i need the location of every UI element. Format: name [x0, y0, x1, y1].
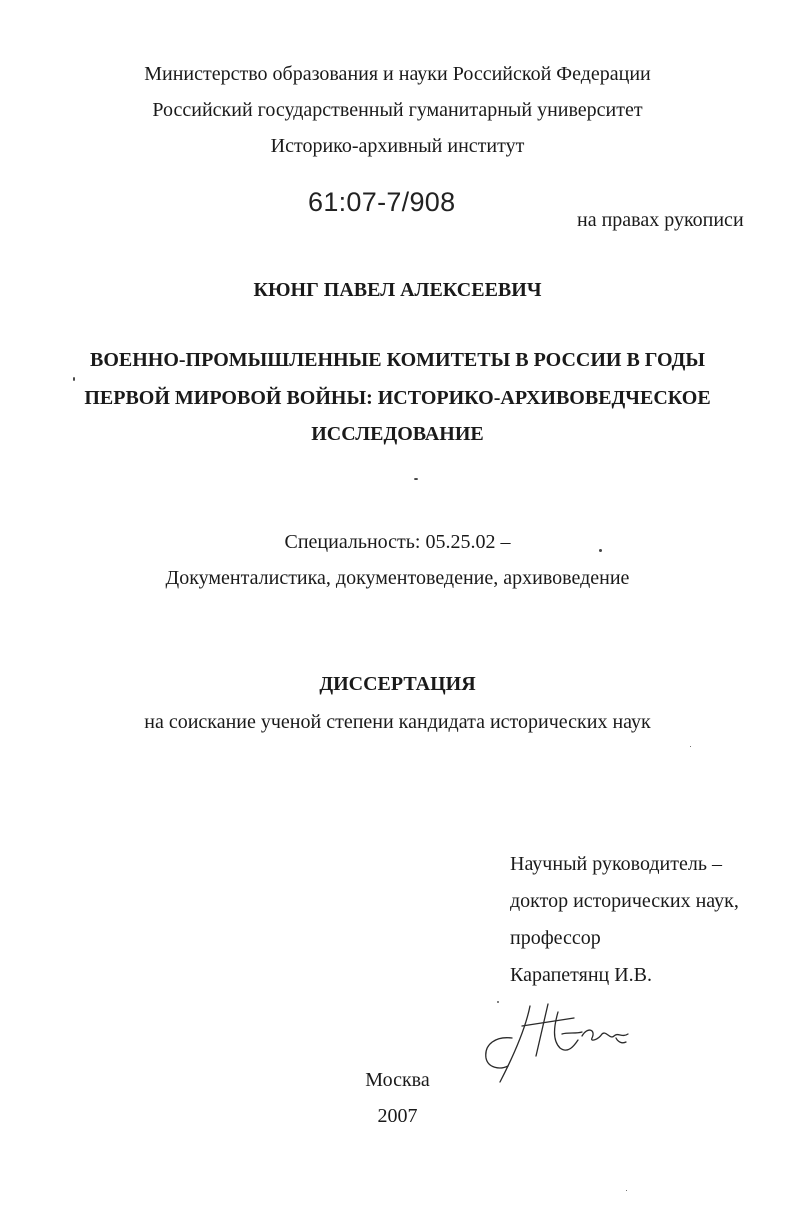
scan-speck — [626, 1190, 627, 1191]
institute-name: Историко-архивный институт — [270, 135, 525, 157]
title-line-2: ПЕРВОЙ МИРОВОЙ ВОЙНЫ: ИСТОРИКО-АРХИВОВЕДЧЕСКОЕ — [84, 387, 711, 409]
title-line-3: ИССЛЕДОВАНИЕ — [311, 423, 484, 445]
year: 2007 — [377, 1105, 418, 1127]
work-type-heading: ДИССЕРТАЦИЯ — [319, 673, 476, 695]
ministry-name: Министерство образования и науки Российской Федерации — [144, 63, 651, 85]
scan-speck — [599, 549, 602, 552]
author-name: КЮНГ ПАВЕЛ АЛЕКСЕЕВИЧ — [253, 279, 542, 301]
specialty-name: Документалистика, документоведение, архивоведение — [165, 567, 630, 589]
supervisor-name: Карапетянц И.В. — [510, 964, 653, 986]
supervisor-degree: доктор исторических наук, — [510, 890, 739, 912]
city: Москва — [365, 1069, 430, 1091]
specialty-code: Специальность: 05.25.02 – — [284, 531, 511, 553]
degree-line: на соискание ученой степени кандидата исторических наук — [144, 711, 651, 733]
library-stamp-code: 61:07-7/908 — [308, 187, 456, 217]
supervisor-title: профессор — [510, 927, 601, 949]
supervisor-label: Научный руководитель – — [510, 853, 722, 875]
university-name: Российский государственный гуманитарный университет — [152, 99, 643, 121]
scan-speck — [414, 478, 418, 480]
scan-speck — [690, 746, 691, 747]
manuscript-rights-note: на правах рукописи — [577, 209, 744, 231]
title-line-1: ВОЕННО-ПРОМЫШЛЕННЫЕ КОМИТЕТЫ В РОССИИ В ГОДЫ — [89, 349, 705, 371]
scan-speck — [73, 377, 75, 381]
